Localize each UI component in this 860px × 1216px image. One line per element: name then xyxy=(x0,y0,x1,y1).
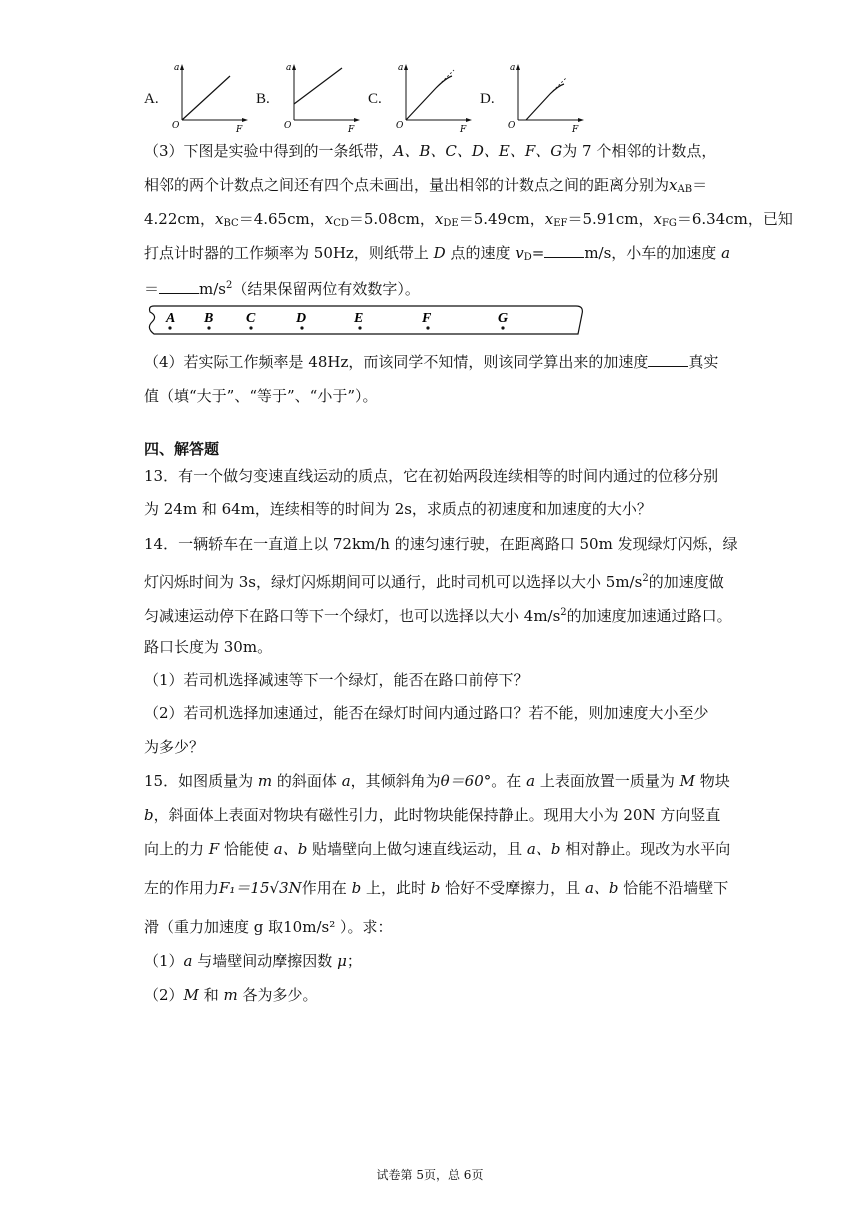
q4-line2: 值（填“大于”、“等于”、“小于”）。 xyxy=(144,387,378,405)
tape-dot-f xyxy=(426,326,429,329)
p15-line2: b，斜面体上表面对物块有磁性引力，此时物块能保持静止。现用大小为 20N 方向竖直 xyxy=(144,806,721,824)
p15-sub2: （2）M 和 m 各为多少。 xyxy=(144,986,318,1004)
q3-line3: 4.22cm，$x_{BC}=4.65cm$，$x_{CD}=5.08cm$，$x_{DE}=5.49cm$，$x_{EF}=5.91cm$，$x_{FG}=6.34cm$，已知 xyxy=(144,210,793,229)
svg-text:F: F xyxy=(460,125,467,134)
q3-line4: 打点计时器的工作频率为 50Hz，则纸带上 D 点的速度 $v_D= m/s$，小车的加速度 a xyxy=(144,244,731,263)
paper-tape xyxy=(144,298,584,342)
svg-text:F: F xyxy=(348,125,355,134)
answer-blank-compare[interactable] xyxy=(648,352,688,367)
tape-dot-c xyxy=(249,326,252,329)
tape-label-g: G xyxy=(498,311,509,326)
p15-sub1: （1）a 与墙壁间动摩擦因数 μ； xyxy=(144,952,362,970)
option-label: B. xyxy=(256,91,270,107)
svg-text:a: a xyxy=(286,63,292,73)
tape-label-e: E xyxy=(354,311,364,326)
svg-text:F: F xyxy=(572,125,579,134)
tape-label-c: C xyxy=(246,311,256,326)
p14-line1: 14．一辆轿车在一直道上以 72km/h 的速匀速行驶，在距离路口 50m 发现绿灯闪烁，绿 xyxy=(144,535,738,553)
p14-sub2-line1: （2）若司机选择加速通过，能否在绿灯时间内通过路口？若不能，则加速度大小至少 xyxy=(144,704,709,722)
p15-line1: 15．如图质量为 m 的斜面体 a，其倾斜角为θ＝60°。在 a 上表面放置一质量为 M 物块 xyxy=(144,772,730,790)
p14-line3: 匀减速运动停下在路口等下一个绿灯，也可以选择以大小 $4m/s^2$的加速度加速通过路口。 xyxy=(144,607,732,625)
p13-line2: 为 24m 和 64m，连续相等的时间为 2s，求质点的初速度和加速度的大小？ xyxy=(144,500,652,518)
q4-line1: （4）若实际工作频率是 48Hz，而该同学不知情，则该同学算出来的加速度 真实 xyxy=(144,353,719,371)
tape-label-b: B xyxy=(204,311,214,326)
tape-dot-b xyxy=(207,326,210,329)
option-label: A. xyxy=(144,91,159,107)
tape-dot-d xyxy=(300,326,303,329)
graph-option-d xyxy=(480,58,590,138)
tape-label-f: F xyxy=(422,311,432,326)
q3-line5: ＝ $m/s^2$（结果保留两位有效数字）。 xyxy=(144,280,420,298)
svg-text:O: O xyxy=(284,121,292,131)
paper-tape-svg xyxy=(144,298,584,342)
graph-d-curve xyxy=(526,84,564,120)
graph-option-c xyxy=(368,58,478,138)
section-title: 四、解答题 xyxy=(144,440,220,458)
graph-c-curve xyxy=(406,76,452,120)
graph-a-line xyxy=(182,76,230,120)
option-label: D. xyxy=(480,91,495,107)
y-axis-label: a xyxy=(174,63,180,73)
p13-line1: 13．有一个做匀变速直线运动的质点，它在初始两段连续相等的时间内通过的位移分别 xyxy=(144,467,719,485)
graph-b-line xyxy=(294,68,342,104)
answer-blank-vd[interactable] xyxy=(544,243,584,258)
q3-line2: 相邻的两个计数点之间还有四个点未画出，量出相邻的计数点之间的距离分别为$x_{AB}=$ xyxy=(144,176,708,195)
graph-option-a xyxy=(144,58,254,138)
tape-dot-a xyxy=(168,326,171,329)
svg-text:a: a xyxy=(398,63,404,73)
tape-dot-e xyxy=(358,326,361,329)
p14-line2: 灯闪烁时间为 3s，绿灯闪烁期间可以通行，此时司机可以选择以大小 $5m/s^2$的加速度做 xyxy=(144,573,724,591)
p15-line5: 滑（重力加速度 g 取10m/s² ）。求： xyxy=(144,918,393,936)
p15-line3: 向上的力 F 恰能使 a、b 贴墙壁向上做匀速直线运动，且 a、b 相对静止。现改为水平向 xyxy=(144,840,731,858)
p14-sub1: （1）若司机选择减速等下一个绿灯，能否在路口前停下？ xyxy=(144,671,529,689)
p15-line4: 左的作用力F₁＝15√3N作用在 b 上，此时 b 恰好不受摩擦力，且 a、b 恰能不沿墙壁下 xyxy=(144,879,729,897)
origin-label: O xyxy=(172,121,180,131)
graph-options xyxy=(144,58,604,138)
svg-text:a: a xyxy=(510,63,516,73)
tape-outline xyxy=(149,306,582,334)
tape-dot-g xyxy=(501,326,504,329)
p14-sub2-line2: 为多少？ xyxy=(144,738,205,756)
graph-b-svg xyxy=(280,58,360,134)
svg-text:O: O xyxy=(508,121,516,131)
graph-option-b xyxy=(256,58,366,138)
page-footer: 试卷第 5页，总 6页 xyxy=(376,1168,484,1182)
svg-text:O: O xyxy=(396,121,404,131)
x-axis-label: F xyxy=(236,125,243,134)
tape-label-d: D xyxy=(296,311,307,326)
graph-c-svg xyxy=(392,58,472,134)
p14-line4: 路口长度为 30m。 xyxy=(144,638,273,656)
graph-d-svg xyxy=(504,58,584,134)
tape-label-a: A xyxy=(166,311,176,326)
option-label: C. xyxy=(368,91,382,107)
answer-blank-a[interactable] xyxy=(159,279,199,294)
q3-line1: （3）下图是实验中得到的一条纸带，A、B、C、D、E、F、G为 7 个相邻的计数点， xyxy=(144,142,717,160)
graph-a-svg xyxy=(168,58,248,134)
